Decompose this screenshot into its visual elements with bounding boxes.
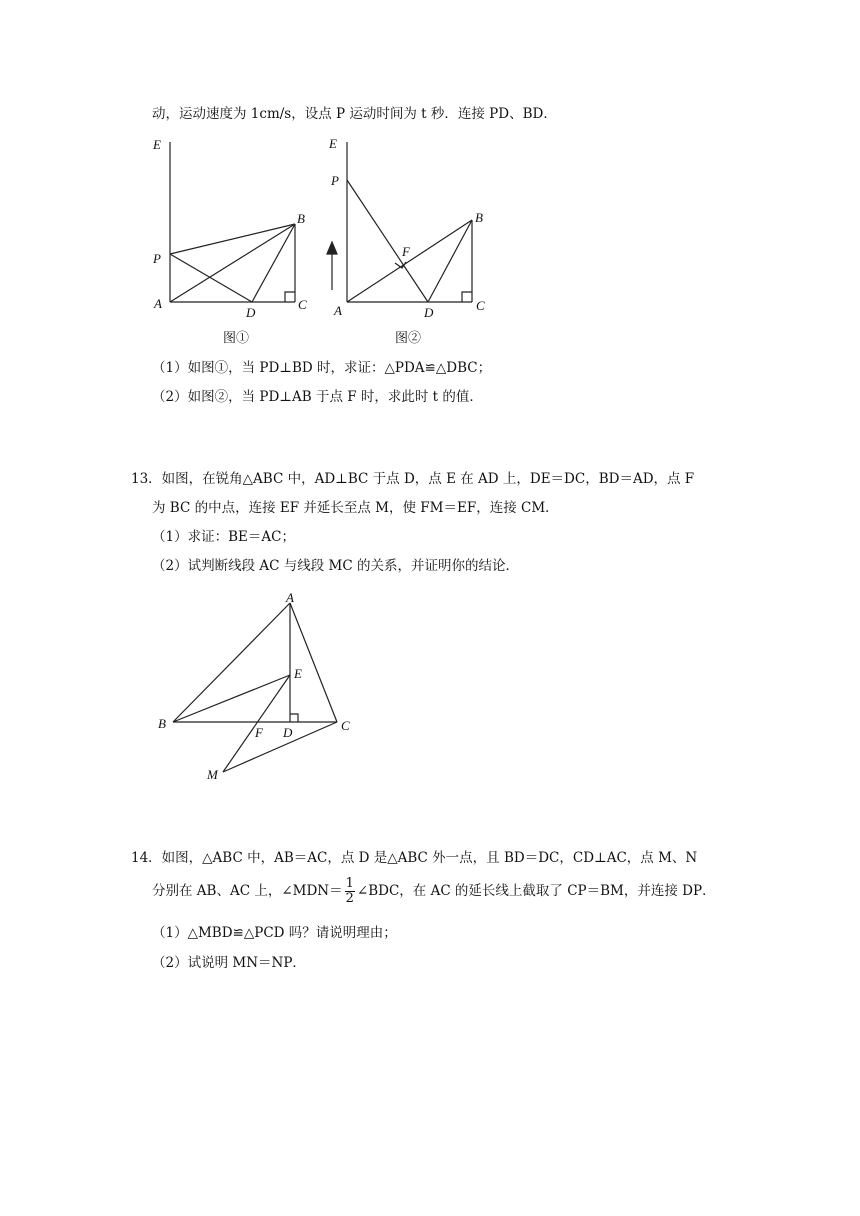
line-be (173, 675, 290, 722)
label-e: E (153, 137, 161, 152)
label-b: B (475, 210, 483, 225)
label-m: M (207, 767, 218, 782)
label-d: D (246, 305, 256, 320)
line-ab (347, 220, 472, 302)
line-ab (173, 603, 290, 722)
q14-part2: （2）试说明 MN＝NP． (152, 955, 306, 971)
q13-line1: 13．如图，在锐角△ABC 中，AD⊥BC 于点 D，点 E 在 AD 上，DE＝DC，BD＝AD，点 F (131, 471, 695, 487)
line-db (428, 220, 472, 302)
line-pb (170, 224, 295, 254)
right-angle-c (462, 292, 472, 302)
label-d: D (283, 725, 293, 740)
label-a: A (334, 303, 342, 318)
figure-q13 (150, 588, 370, 783)
right-angle-c (285, 292, 295, 302)
right-angle-d (290, 714, 298, 722)
label-e: E (294, 666, 302, 681)
line-pd (347, 180, 428, 302)
q13-part2: （2）试判断线段 AC 与线段 MC 的关系，并证明你的结论． (152, 558, 519, 574)
q12-intro: 动，运动速度为 1cm/s，设点 P 运动时间为 t 秒．连接 PD、BD． (152, 106, 557, 122)
q14-line2-pre: 分别在 AB、AC 上，∠MDN＝ (152, 883, 343, 899)
frac-denominator: 2 (345, 891, 354, 906)
label-c: C (476, 298, 485, 313)
label-c: C (298, 297, 307, 312)
label-c: C (341, 718, 350, 733)
label-f: F (402, 244, 410, 259)
q14-part1: （1）△MBD≌△PCD 吗？请说明理由； (152, 925, 397, 941)
q12-part1: （1）如图①，当 PD⊥BD 时，求证：△PDA≌△DBC； (152, 360, 492, 376)
q13-part1: （1）求证：BE＝AC； (152, 529, 295, 545)
caption-fig1: 图① (223, 330, 250, 345)
q14-line2 (152, 876, 716, 906)
caption-fig2: 图② (395, 330, 422, 345)
fraction-half (345, 877, 355, 906)
q12-part2: （2）如图②，当 PD⊥AB 于点 F 时，求此时 t 的值． (152, 389, 483, 405)
label-b: B (158, 716, 166, 731)
label-p: P (153, 251, 161, 266)
line-db (252, 224, 295, 302)
q13-line2: 为 BC 的中点，连接 EF 并延长至点 M，使 FM＝EF，连接 CM． (152, 500, 559, 516)
q14-line1: 14．如图，△ABC 中，AB＝AC，点 D 是△ABC 外一点，且 BD＝DC，CD⊥AC，点 M、N (131, 850, 698, 866)
figure-1 (145, 132, 315, 347)
frac-numerator: 1 (345, 876, 354, 891)
label-a: A (286, 590, 294, 605)
label-p: P (331, 173, 339, 188)
q14-line2-post: ∠BDC，在 AC 的延长线上截取了 CP＝BM，并连接 DP． (356, 883, 716, 899)
label-e: E (329, 136, 337, 151)
label-a: A (154, 296, 162, 311)
label-d: D (424, 305, 434, 320)
arrow-up-icon (327, 242, 337, 254)
label-b: B (297, 211, 305, 226)
figure-2 (322, 132, 502, 347)
label-f: F (255, 725, 263, 740)
line-ac (290, 603, 337, 722)
